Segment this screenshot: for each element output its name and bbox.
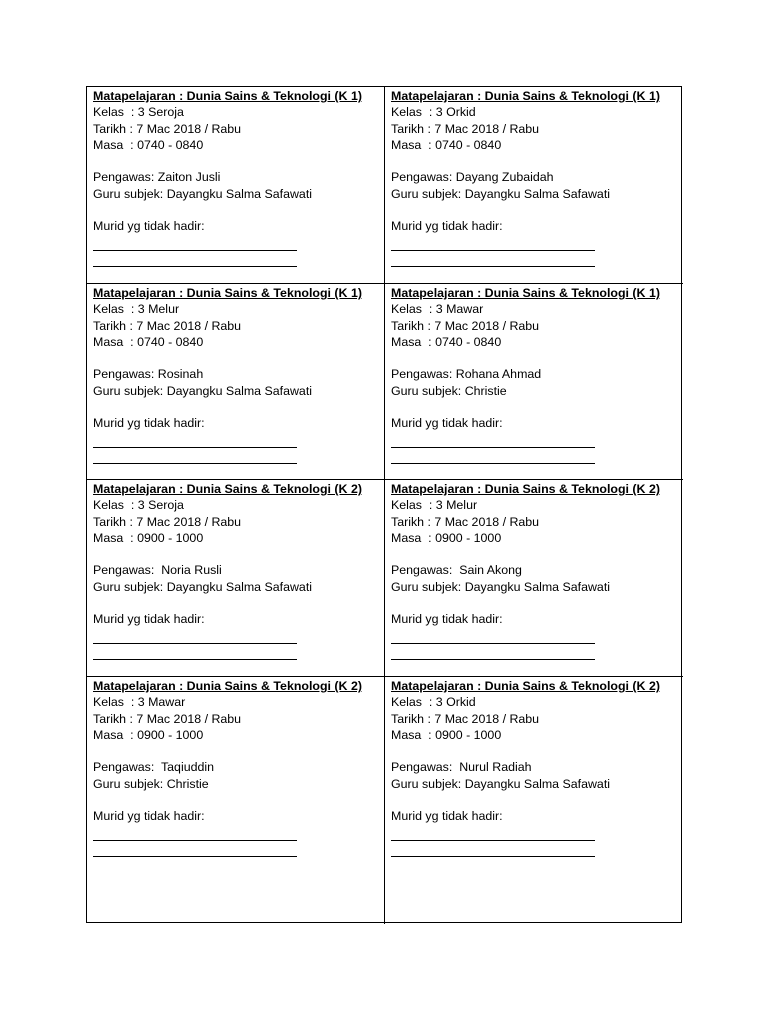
date-label: Tarikh : 7 Mac 2018 / Rabu bbox=[93, 514, 242, 529]
subject-teacher-label: Guru subjek: Christie bbox=[93, 776, 209, 791]
time-label: Masa : 0900 - 1000 bbox=[93, 727, 204, 742]
exam-slip-card bbox=[385, 480, 683, 677]
date-label: Tarikh : 7 Mac 2018 / Rabu bbox=[391, 318, 540, 333]
class-label: Kelas : 3 Mawar bbox=[93, 695, 186, 710]
exam-slip-card bbox=[87, 87, 385, 284]
subject-teacher-label: Guru subjek: Dayangku Salma Safawati bbox=[391, 776, 611, 791]
absent-entry-line[interactable] bbox=[391, 825, 595, 841]
subject-teacher-label: Guru subjek: Dayangku Salma Safawati bbox=[391, 579, 611, 594]
exam-slip-card bbox=[87, 677, 385, 924]
subject-heading: Matapelajaran : Dunia Sains & Teknologi (K 2) bbox=[93, 679, 362, 693]
exam-slip-card bbox=[87, 480, 385, 677]
time-label: Masa : 0740 - 0840 bbox=[93, 334, 204, 349]
absent-students-label: Murid yg tidak hadir: bbox=[93, 809, 205, 824]
absent-entry-line[interactable] bbox=[93, 448, 297, 464]
date-label: Tarikh : 7 Mac 2018 / Rabu bbox=[93, 121, 242, 136]
class-label: Kelas : 3 Mawar bbox=[391, 302, 484, 317]
date-label: Tarikh : 7 Mac 2018 / Rabu bbox=[391, 121, 540, 136]
date-label: Tarikh : 7 Mac 2018 / Rabu bbox=[93, 711, 242, 726]
invigilator-label: Pengawas: Dayang Zubaidah bbox=[391, 170, 554, 185]
subject-teacher-label: Guru subjek: Dayangku Salma Safawati bbox=[93, 579, 313, 594]
class-label: Kelas : 3 Melur bbox=[93, 302, 180, 317]
subject-teacher-label: Guru subjek: Christie bbox=[391, 383, 507, 398]
subject-teacher-label: Guru subjek: Dayangku Salma Safawati bbox=[93, 186, 313, 201]
time-label: Masa : 0900 - 1000 bbox=[391, 727, 502, 742]
subject-teacher-label: Guru subjek: Dayangku Salma Safawati bbox=[93, 383, 313, 398]
absent-entry-line[interactable] bbox=[391, 628, 595, 644]
absent-entry-line[interactable] bbox=[93, 235, 297, 251]
class-label: Kelas : 3 Seroja bbox=[93, 105, 184, 120]
absent-entry-line[interactable] bbox=[93, 841, 297, 857]
invigilator-label: Pengawas: Taqiuddin bbox=[93, 760, 215, 775]
date-label: Tarikh : 7 Mac 2018 / Rabu bbox=[391, 711, 540, 726]
class-label: Kelas : 3 Orkid bbox=[391, 695, 476, 710]
absent-students-label: Murid yg tidak hadir: bbox=[391, 809, 503, 824]
absent-entry-line[interactable] bbox=[391, 251, 595, 267]
absent-entry-line[interactable] bbox=[93, 644, 297, 660]
class-label: Kelas : 3 Melur bbox=[391, 498, 478, 513]
subject-heading: Matapelajaran : Dunia Sains & Teknologi (K 2) bbox=[391, 482, 660, 496]
absent-students-label: Murid yg tidak hadir: bbox=[391, 416, 503, 431]
invigilator-label: Pengawas: Nurul Radiah bbox=[391, 760, 532, 775]
absent-entry-line[interactable] bbox=[391, 644, 595, 660]
absent-entry-line[interactable] bbox=[391, 448, 595, 464]
absent-students-label: Murid yg tidak hadir: bbox=[93, 612, 205, 627]
absent-entry-line[interactable] bbox=[93, 251, 297, 267]
subject-teacher-label: Guru subjek: Dayangku Salma Safawati bbox=[391, 186, 611, 201]
subject-heading: Matapelajaran : Dunia Sains & Teknologi (K 1) bbox=[391, 89, 660, 103]
time-label: Masa : 0740 - 0840 bbox=[93, 137, 204, 152]
invigilator-label: Pengawas: Rosinah bbox=[93, 367, 204, 382]
absent-entry-line[interactable] bbox=[391, 432, 595, 448]
subject-heading: Matapelajaran : Dunia Sains & Teknologi (K 2) bbox=[93, 482, 362, 496]
subject-heading: Matapelajaran : Dunia Sains & Teknologi (K 1) bbox=[391, 286, 660, 300]
invigilator-label: Pengawas: Zaiton Jusli bbox=[93, 170, 221, 185]
time-label: Masa : 0900 - 1000 bbox=[93, 530, 204, 545]
date-label: Tarikh : 7 Mac 2018 / Rabu bbox=[93, 318, 242, 333]
invigilator-label: Pengawas: Rohana Ahmad bbox=[391, 367, 542, 382]
time-label: Masa : 0740 - 0840 bbox=[391, 334, 502, 349]
subject-heading: Matapelajaran : Dunia Sains & Teknologi (K 1) bbox=[93, 286, 362, 300]
absent-entry-line[interactable] bbox=[391, 841, 595, 857]
absent-students-label: Murid yg tidak hadir: bbox=[93, 219, 205, 234]
absent-students-label: Murid yg tidak hadir: bbox=[391, 219, 503, 234]
invigilator-label: Pengawas: Noria Rusli bbox=[93, 563, 222, 578]
class-label: Kelas : 3 Orkid bbox=[391, 105, 476, 120]
date-label: Tarikh : 7 Mac 2018 / Rabu bbox=[391, 514, 540, 529]
invigilator-label: Pengawas: Sain Akong bbox=[391, 563, 522, 578]
class-label: Kelas : 3 Seroja bbox=[93, 498, 184, 513]
absent-entry-line[interactable] bbox=[93, 825, 297, 841]
subject-heading: Matapelajaran : Dunia Sains & Teknologi (K 2) bbox=[391, 679, 660, 693]
time-label: Masa : 0900 - 1000 bbox=[391, 530, 502, 545]
absent-entry-line[interactable] bbox=[93, 628, 297, 644]
exam-slip-card bbox=[385, 87, 683, 284]
absent-students-label: Murid yg tidak hadir: bbox=[391, 612, 503, 627]
subject-heading: Matapelajaran : Dunia Sains & Teknologi (K 1) bbox=[93, 89, 362, 103]
absent-students-label: Murid yg tidak hadir: bbox=[93, 416, 205, 431]
exam-slip-table bbox=[86, 86, 682, 923]
exam-slip-card bbox=[385, 284, 683, 480]
exam-slip-card bbox=[87, 284, 385, 480]
time-label: Masa : 0740 - 0840 bbox=[391, 137, 502, 152]
exam-slip-card bbox=[385, 677, 683, 924]
absent-entry-line[interactable] bbox=[93, 432, 297, 448]
absent-entry-line[interactable] bbox=[391, 235, 595, 251]
